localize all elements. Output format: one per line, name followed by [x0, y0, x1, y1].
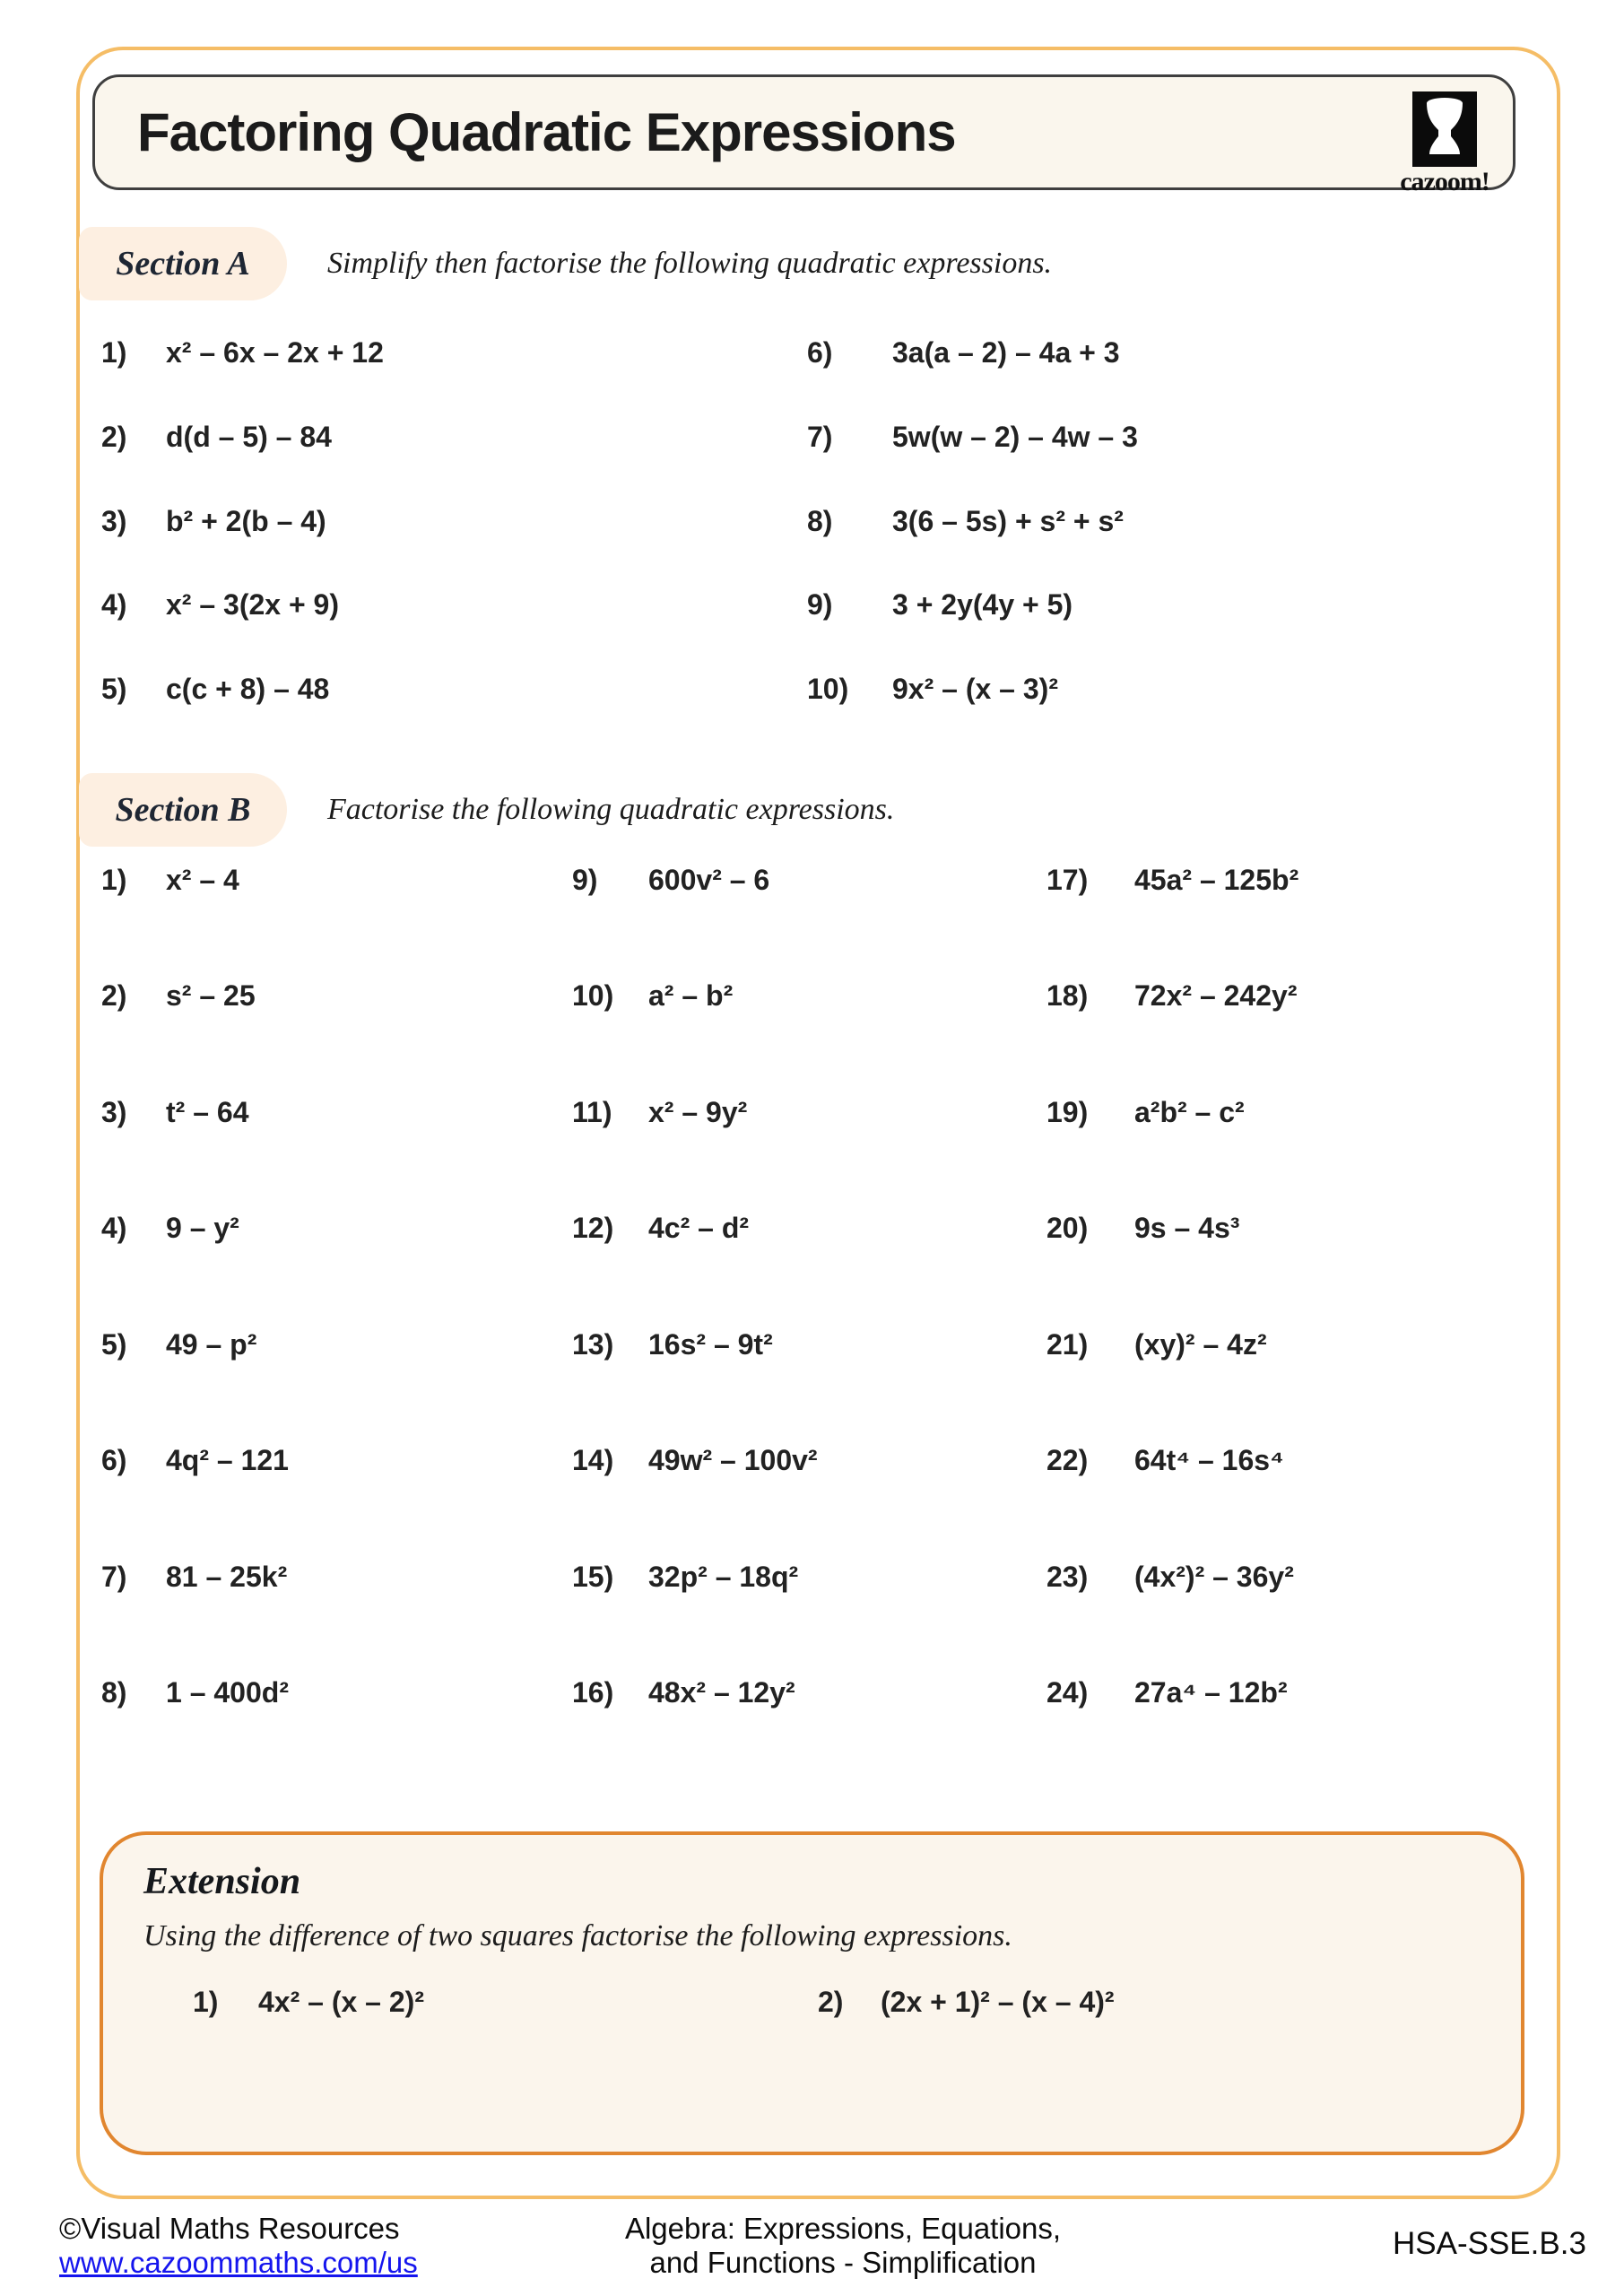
problem-row [572, 1323, 773, 1366]
problem-expression: x² – 3(2x + 9) [166, 588, 339, 621]
problem-row [101, 858, 239, 901]
section-a-label-text: Section A [116, 245, 250, 283]
problem-number: 3) [101, 505, 127, 537]
problem-number: 4) [101, 1212, 127, 1244]
problem-number: 12) [572, 1212, 614, 1244]
problem-number: 8) [807, 505, 833, 537]
problem-row [807, 415, 1138, 458]
category-line-1: Algebra: Expressions, Equations, [624, 2212, 1062, 2245]
category-line-2: and Functions - Simplification [649, 2246, 1037, 2279]
problem-row [101, 331, 384, 374]
problem-row [1046, 1091, 1245, 1134]
problem-number: 1) [193, 1986, 219, 2018]
problem-row [101, 500, 326, 543]
problem-number: 6) [101, 1444, 127, 1476]
problem-number: 21) [1046, 1328, 1089, 1361]
problem-number: 3) [101, 1096, 127, 1128]
section-a-instruction: Simplify then factorise the following quadratic expressions. [327, 247, 1053, 280]
problem-row [101, 1091, 248, 1134]
problem-number: 10) [572, 979, 614, 1012]
problem-expression: 49w² – 100v² [648, 1444, 818, 1476]
problem-number: 13) [572, 1328, 614, 1361]
problem-row [807, 667, 1058, 710]
problem-number: 6) [807, 336, 833, 369]
problem-expression: 9 – y² [166, 1212, 239, 1244]
problem-row [1046, 1439, 1284, 1482]
problem-expression: (4x²)² – 36y² [1134, 1561, 1294, 1593]
problem-number: 24) [1046, 1676, 1089, 1709]
page-title: Factoring Quadratic Expressions [137, 102, 956, 162]
section-b-header [76, 773, 1529, 847]
problem-row [1046, 858, 1298, 901]
section-b-label-text: Section B [115, 791, 251, 829]
problem-expression: 16s² – 9t² [648, 1328, 773, 1361]
problem-row [572, 1439, 818, 1482]
problem-expression: 27a⁴ – 12b² [1134, 1676, 1288, 1709]
problem-number: 1) [101, 864, 127, 896]
problem-number: 11) [572, 1096, 612, 1128]
problem-number: 23) [1046, 1561, 1089, 1593]
problem-number: 22) [1046, 1444, 1089, 1476]
problem-expression: (xy)² – 4z² [1134, 1328, 1267, 1361]
copyright-text: ©Visual Maths Resources [59, 2212, 400, 2245]
problem-expression: s² – 25 [166, 979, 256, 1012]
cazoom-wordmark: cazoom! [1400, 167, 1489, 196]
problem-expression: x² – 6x – 2x + 12 [166, 336, 384, 369]
problem-row [101, 1206, 239, 1249]
problem-expression: 3 + 2y(4y + 5) [892, 588, 1073, 621]
problem-row [572, 1671, 795, 1714]
problem-number: 7) [101, 1561, 127, 1593]
problem-expression: 72x² – 242y² [1134, 979, 1298, 1012]
problem-number: 9) [807, 588, 833, 621]
problem-number: 2) [101, 979, 127, 1012]
problem-expression: 48x² – 12y² [648, 1676, 795, 1709]
problem-number: 14) [572, 1444, 614, 1476]
problem-expression: x² – 9y² [648, 1096, 748, 1128]
footer-attribution [59, 2212, 418, 2280]
standard-code: HSA-SSE.B.3 [1393, 2226, 1586, 2261]
problem-number: 17) [1046, 864, 1089, 896]
problem-row [101, 974, 256, 1017]
problem-number: 18) [1046, 979, 1089, 1012]
problem-number: 10) [807, 673, 849, 705]
title-box [92, 74, 1515, 196]
problem-expression: 4x² – (x – 2)² [258, 1986, 424, 2018]
problem-number: 7) [807, 421, 833, 453]
problem-expression: 3a(a – 2) – 4a + 3 [892, 336, 1120, 369]
problem-row [101, 1323, 256, 1366]
extension-instruction: Using the difference of two squares factorise the following expressions. [143, 1919, 1012, 1952]
problem-number: 5) [101, 673, 127, 705]
problem-expression: x² – 4 [166, 864, 239, 896]
problem-expression: c(c + 8) – 48 [166, 673, 330, 705]
problem-number: 15) [572, 1561, 614, 1593]
problem-row [1046, 1323, 1267, 1366]
problem-row [572, 1091, 747, 1134]
extension-title: Extension [143, 1861, 301, 1902]
problem-number: 8) [101, 1676, 127, 1709]
cazoommaths-link[interactable]: www.cazoommaths.com/us [59, 2246, 418, 2279]
section-a-label [79, 227, 287, 300]
problem-expression: 45a² – 125b² [1134, 864, 1299, 896]
problem-expression: 600v² – 6 [648, 864, 770, 896]
problem-row [101, 1555, 287, 1598]
problem-expression: b² + 2(b – 4) [166, 505, 326, 537]
problem-number: 20) [1046, 1212, 1089, 1244]
footer-category [625, 2212, 1061, 2280]
problem-number: 2) [101, 421, 127, 453]
problem-row [1046, 1671, 1288, 1714]
problem-expression: 4c² – d² [648, 1212, 750, 1244]
problem-row [101, 583, 339, 626]
problem-expression: (2x + 1)² – (x – 4)² [881, 1986, 1115, 2018]
problem-row [1046, 1555, 1294, 1598]
problem-expression: 81 – 25k² [166, 1561, 288, 1593]
problem-row [572, 858, 769, 901]
problem-number: 9) [572, 864, 598, 896]
problem-expression: 9s – 4s³ [1134, 1212, 1240, 1244]
problem-number: 4) [101, 588, 127, 621]
problem-row [101, 667, 329, 710]
problem-row [807, 331, 1120, 374]
problem-expression: 4q² – 121 [166, 1444, 289, 1476]
problem-expression: 5w(w – 2) – 4w – 3 [892, 421, 1138, 453]
problem-row [101, 1439, 289, 1482]
cazoom-logo [1379, 91, 1510, 196]
problem-expression: a² – b² [648, 979, 734, 1012]
problem-row [807, 500, 1124, 543]
problem-number: 1) [101, 336, 127, 369]
problem-number: 19) [1046, 1096, 1089, 1128]
problem-expression: 1 – 400d² [166, 1676, 289, 1709]
problem-expression: a²b² – c² [1134, 1096, 1245, 1128]
section-b-instruction: Factorise the following quadratic expressions. [327, 793, 895, 826]
section-a-header [76, 227, 1529, 300]
problem-number: 5) [101, 1328, 127, 1361]
djembe-drum-icon [1412, 91, 1477, 167]
problem-row [1046, 974, 1297, 1017]
problem-row [193, 1980, 424, 2023]
problem-expression: t² – 64 [166, 1096, 249, 1128]
problem-number: 2) [818, 1986, 844, 2018]
problem-expression: 32p² – 18q² [648, 1561, 799, 1593]
problem-row [572, 1555, 798, 1598]
problem-row [101, 1671, 289, 1714]
problem-number: 16) [572, 1676, 614, 1709]
problem-row [1046, 1206, 1239, 1249]
problem-expression: d(d – 5) – 84 [166, 421, 332, 453]
problem-expression: 49 – p² [166, 1328, 257, 1361]
problem-row [572, 974, 733, 1017]
problem-row [101, 415, 332, 458]
problem-expression: 64t⁴ – 16s⁴ [1134, 1444, 1284, 1476]
problem-row [807, 583, 1073, 626]
problem-expression: 3(6 – 5s) + s² + s² [892, 505, 1124, 537]
section-b-label [79, 773, 287, 847]
problem-row [818, 1980, 1115, 2023]
problem-expression: 9x² – (x – 3)² [892, 673, 1058, 705]
problem-row [572, 1206, 749, 1249]
